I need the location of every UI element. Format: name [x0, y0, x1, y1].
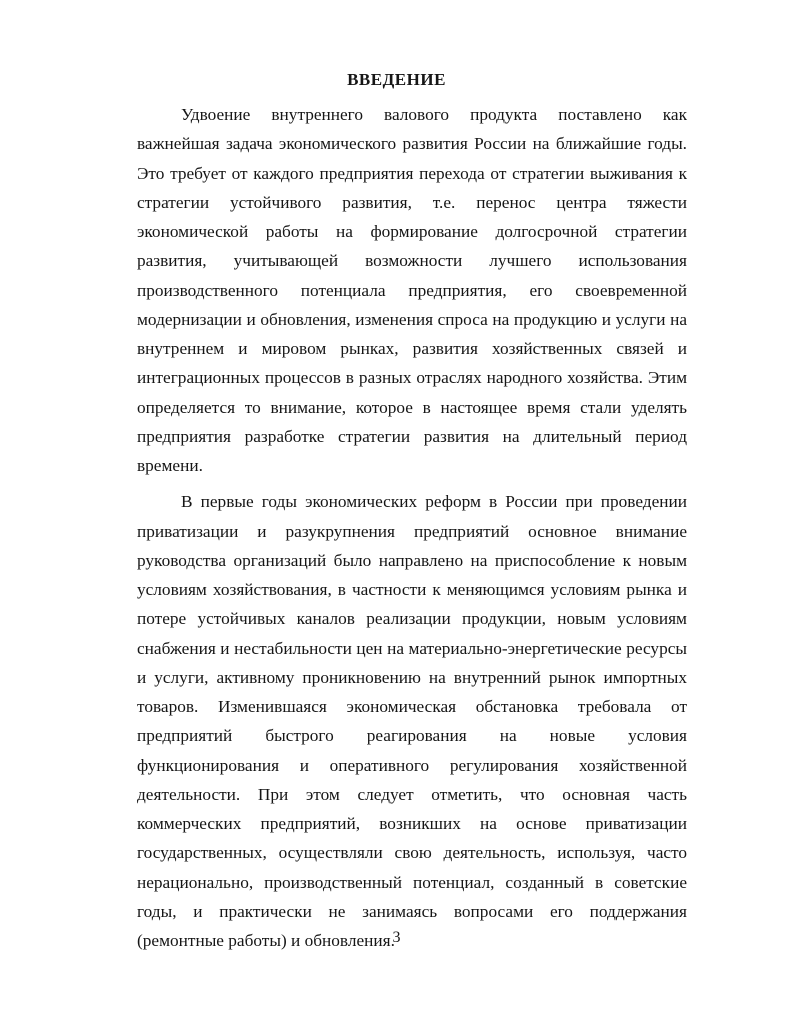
page-number: 3 [392, 929, 401, 946]
body-text [137, 100, 687, 955]
paragraph-1: Удвоение внутреннего валового продукта поставлено как важнейшая задача экономического развития России на ближайшие годы. Это требует от каждого предприятия перехода от стратегии выживания к стратегии устойчивого развития, т.е. перенос центра тяжести экономической работы на формирование долгосрочной стратегии развития, учитывающей возможности лучшего использования производственного потенциала предприятия, его своевременной модернизации и обновления, изменения спроса на продукцию и услуги на внутреннем и мировом рынках, развития хозяйственных связей и интеграционных процессов в разных отраслях народного хозяйства. Этим определяется то внимание, которое в настоящее время стали уделять предприятия разработке стратегии развития на длительный период времени. [137, 105, 687, 475]
section-heading: ВВЕДЕНИЕ [347, 70, 446, 89]
paragraph-2: В первые годы экономических реформ в России при проведении приватизации и разукрупнения предприятий основное внимание руководства организаций было направлено на приспособление к новым условиям хозяйствования, в частности к меняющимся условиям рынка и потере устойчивых каналов реализации продукции, новым условиям снабжения и нестабильности цен на материально-энергетические ресурсы и услуги, активному проникновению на внутренний рынок импортных товаров. Изменившаяся экономическая обстановка требовала от предприятий быстрого реагирования на новые условия функционирования и оперативного регулирования хозяйственной деятельности. При этом следует отметить, что основная часть коммерческих предприятий, возникших на основе приватизации государственных, осуществляли свою деятельность, используя, часто нерационально, производственный потенциал, созданный в советские годы, и практически не занимаясь вопросами его поддержания (ремонтные работы) и обновления. [137, 492, 687, 950]
